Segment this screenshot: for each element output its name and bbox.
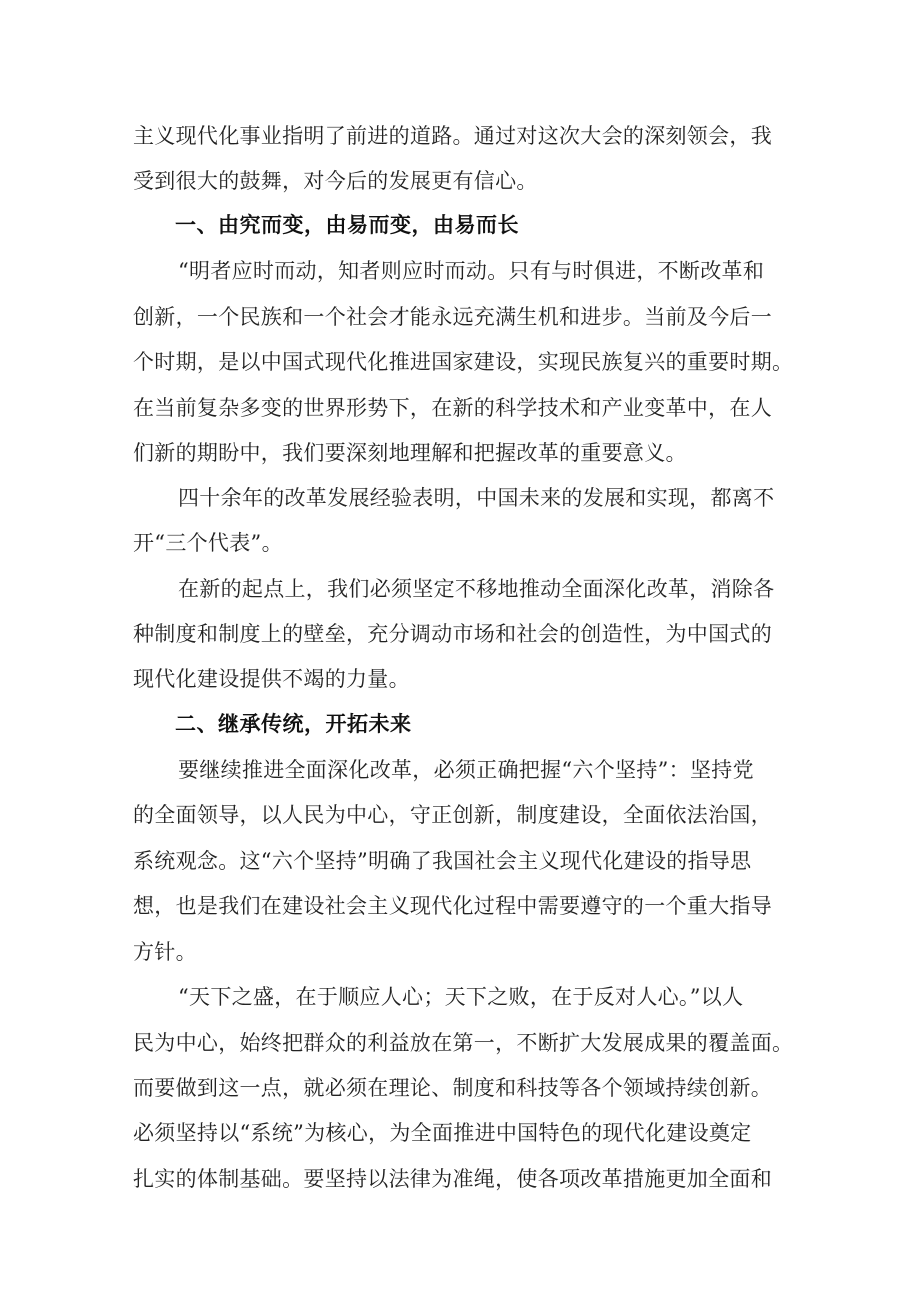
- body-line: “天下之盛，在于顺应人心；天下之败，在于反对人心。”以人: [178, 985, 744, 1009]
- body-line: 种制度和制度上的壁垒，充分调动市场和社会的创造性，为中国式的: [133, 622, 772, 646]
- body-line: 必须坚持以“系统”为核心，为全面推进中国特色的现代化建设奠定: [133, 1121, 752, 1145]
- body-line: 的全面领导，以人民为中心，守正创新，制度建设，全面依法治国，: [133, 803, 772, 827]
- body-line: 们新的期盼中，我们要深刻地理解和把握改革的重要意义。: [133, 441, 687, 465]
- body-line: 在新的起点上，我们必须坚定不移地推动全面深化改革，消除各: [178, 577, 775, 601]
- body-line: 创新，一个民族和一个社会才能永远充满生机和进步。当前及今后一: [133, 305, 772, 329]
- body-line: 而要做到这一点，就必须在理论、制度和科技等各个领域持续创新。: [133, 1076, 772, 1100]
- body-line: 方针。: [133, 940, 197, 964]
- body-line: 在当前复杂多变的世界形势下，在新的科学技术和产业变革中，在人: [133, 396, 772, 420]
- body-line: 主义现代化事业指明了前进的道路。通过对这次大会的深刻领会，我: [133, 124, 772, 148]
- body-line: 要继续推进全面深化改革，必须正确把握“六个坚持”：坚持党: [178, 758, 754, 782]
- body-line: 四十余年的改革发展经验表明，中国未来的发展和实现，都离不: [178, 486, 775, 510]
- body-line: 个时期，是以中国式现代化推进国家建设，实现民族复兴的重要时期。: [133, 350, 794, 374]
- body-line: 民为中心，始终把群众的利益放在第一，不断扩大发展成果的覆盖面。: [133, 1031, 794, 1055]
- body-line: 扎实的体制基础。要坚持以法律为准绳，使各项改革措施更加全面和: [133, 1167, 772, 1191]
- body-line: 系统观念。这“六个坚持”明确了我国社会主义现代化建设的指导思: [133, 849, 752, 873]
- body-line: 开“三个代表”。: [133, 531, 283, 555]
- section-heading-1: 一、由究而变，由易而变，由易而长: [175, 213, 519, 237]
- body-line: 受到很大的鼓舞，对今后的发展更有信心。: [133, 169, 538, 193]
- body-line: 想，也是我们在建设社会主义现代化过程中需要遵守的一个重大指导: [133, 894, 772, 918]
- body-line: “明者应时而动，知者则应时而动。只有与时俱进，不断改革和: [178, 259, 765, 283]
- body-line: 现代化建设提供不竭的力量。: [133, 667, 410, 691]
- section-heading-2: 二、继承传统，开拓未来: [175, 712, 412, 736]
